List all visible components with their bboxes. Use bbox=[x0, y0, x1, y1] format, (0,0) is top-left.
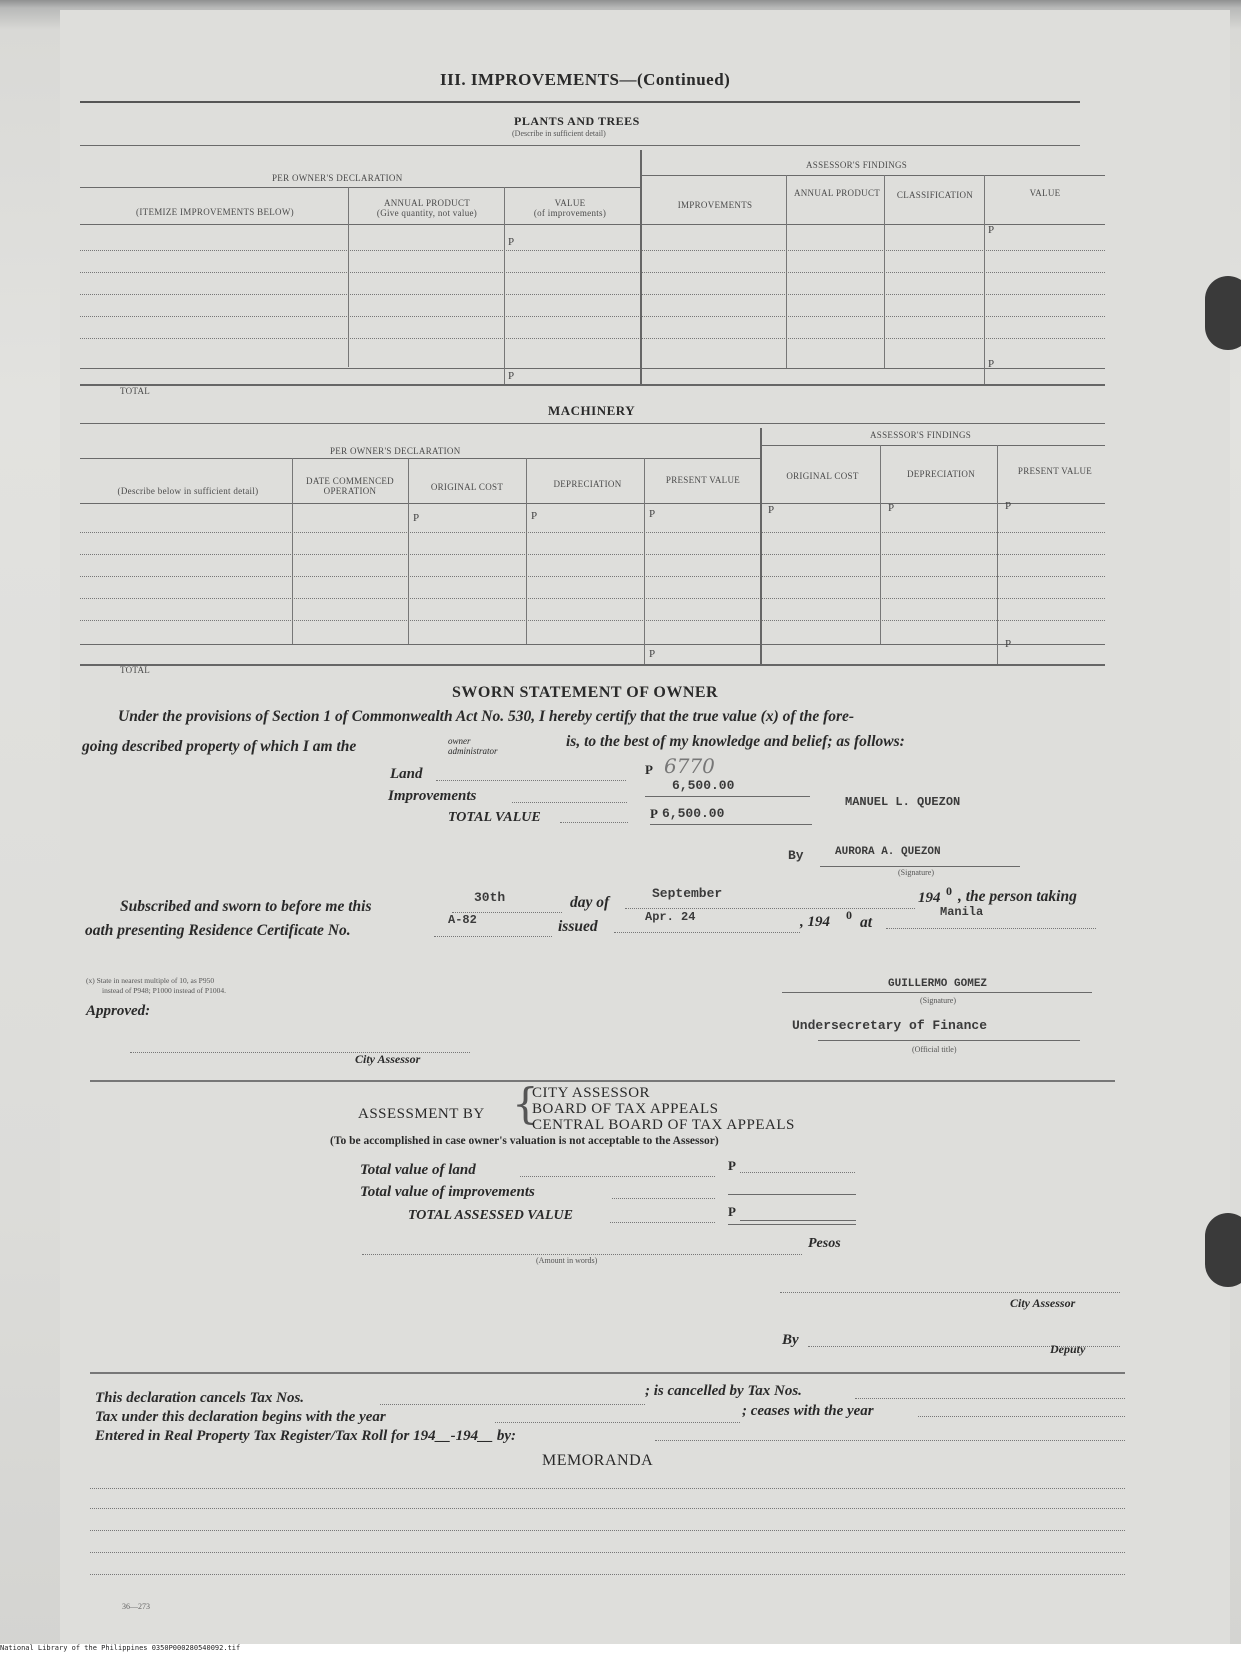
tax-ceases-label: ; ceases with the year bbox=[742, 1403, 874, 1419]
issued-date: Apr. 24 bbox=[645, 910, 696, 924]
mach-peso-5: P bbox=[888, 502, 895, 514]
memoranda-title: MEMORANDA bbox=[542, 1452, 654, 1469]
month-value: September bbox=[652, 886, 723, 901]
approved-city-assessor: City Assessor bbox=[355, 1052, 421, 1066]
assessment-by-label: ASSESSMENT BY bbox=[358, 1106, 485, 1122]
mach-peso-total-2: P bbox=[1005, 638, 1012, 650]
officer-name: GUILLERMO GOMEZ bbox=[888, 978, 988, 990]
assessed-land-label: Total value of land bbox=[360, 1162, 476, 1178]
option-city-assessor: CITY ASSESSOR bbox=[532, 1085, 651, 1101]
footnote-2: instead of P948; P1000 instead of P1004. bbox=[102, 986, 226, 995]
plants-owner-heading: PER OWNER'S DECLARATION bbox=[272, 173, 403, 183]
plants-col-value-note: (of improvements) bbox=[533, 208, 607, 218]
plants-assessor-heading: ASSESSOR'S FINDINGS bbox=[806, 160, 908, 170]
assessment-options bbox=[532, 1085, 795, 1133]
at-year-prefix: , 194 bbox=[800, 914, 830, 930]
machinery-col-describe: (Describe below in sufficient detail) bbox=[117, 486, 259, 496]
by-label: By bbox=[788, 848, 804, 863]
total-value-label: TOTAL VALUE bbox=[448, 810, 541, 825]
day-of-label: day of bbox=[570, 894, 610, 911]
officer-title: Undersecretary of Finance bbox=[792, 1018, 988, 1033]
machinery-total-label: TOTAL bbox=[120, 665, 151, 675]
mach-peso-4: P bbox=[768, 504, 775, 516]
machinery-assessor-heading: ASSESSOR'S FINDINGS bbox=[870, 430, 972, 440]
machinery-col-depreciation: DEPRECIATION bbox=[553, 479, 622, 489]
sworn-title: SWORN STATEMENT OF OWNER bbox=[452, 684, 719, 701]
plants-col-improvements: IMPROVEMENTS bbox=[677, 200, 753, 210]
machinery-col-depreciation-2: DEPRECIATION bbox=[906, 469, 976, 479]
plants-peso-total-2: P bbox=[988, 358, 995, 370]
officer-signature-caption: (Signature) bbox=[920, 996, 956, 1005]
plants-col-value: VALUE bbox=[554, 198, 586, 208]
machinery-col-original-cost: ORIGINAL COST bbox=[430, 482, 504, 492]
plants-subtitle: (Describe in sufficient detail) bbox=[512, 129, 606, 138]
tax-begins-label: Tax under this declaration begins with the year bbox=[95, 1409, 386, 1425]
at-year-digit: 0 bbox=[846, 908, 852, 922]
plants-total-label: TOTAL bbox=[120, 386, 151, 396]
form-code: 36—273 bbox=[122, 1602, 150, 1611]
assessed-improvements-label: Total value of improvements bbox=[360, 1184, 535, 1200]
year-digit: 0 bbox=[946, 884, 952, 898]
owner-word: owner bbox=[448, 736, 471, 746]
assessment-city-assessor: City Assessor bbox=[1010, 1296, 1076, 1310]
machinery-owner-heading: PER OWNER'S DECLARATION bbox=[330, 446, 461, 456]
plants-peso-1: P bbox=[508, 236, 515, 248]
issued-label: issued bbox=[558, 918, 598, 935]
place-value: Manila bbox=[940, 905, 984, 919]
sworn-line-1: Under the provisions of Section 1 of Commonwealth Act No. 530, I hereby certify that the true value (x) of the fore- bbox=[118, 708, 855, 725]
scan-footer-text: National Library of the Philippines 0350P000280540092.tif bbox=[0, 1644, 241, 1652]
pesos-label: Pesos bbox=[808, 1236, 841, 1251]
approved-label: Approved: bbox=[86, 1003, 151, 1019]
land-label: Land bbox=[390, 766, 423, 782]
land-peso: P bbox=[645, 762, 653, 777]
assessment-by: By bbox=[782, 1332, 799, 1348]
assessment-brace: { bbox=[512, 1079, 539, 1128]
oath-text: oath presenting Residence Certificate No. bbox=[85, 922, 351, 939]
section-title: III. IMPROVEMENTS—(Continued) bbox=[440, 70, 731, 89]
machinery-col-date: DATE COMMENCED OPERATION bbox=[306, 476, 394, 496]
improvements-value: 6,500.00 bbox=[672, 778, 735, 793]
official-title-caption: (Official title) bbox=[912, 1045, 957, 1054]
mach-peso-6: P bbox=[1005, 500, 1012, 512]
total-assessed-label: TOTAL ASSESSED VALUE bbox=[408, 1208, 573, 1223]
land-value-handwritten: 6770 bbox=[664, 754, 715, 778]
signature-caption: (Signature) bbox=[898, 868, 934, 877]
machinery-col-present-value: PRESENT VALUE bbox=[665, 475, 741, 485]
total-value: 6,500.00 bbox=[662, 806, 725, 821]
owner-name: MANUEL L. QUEZON bbox=[845, 795, 961, 809]
owner-admin-choice bbox=[448, 736, 498, 756]
plants-col-itemize: (ITEMIZE IMPROVEMENTS BELOW) bbox=[136, 207, 294, 217]
amount-in-words-caption: (Amount in words) bbox=[536, 1256, 598, 1265]
option-central-board: CENTRAL BOARD OF TAX APPEALS bbox=[532, 1117, 795, 1133]
total-value-peso: P bbox=[650, 806, 658, 821]
cancels-label: This declaration cancels Tax Nos. bbox=[95, 1390, 305, 1406]
machinery-title: MACHINERY bbox=[548, 403, 636, 418]
machinery-col-present-value-2: PRESENT VALUE bbox=[1017, 466, 1093, 476]
at-label: at bbox=[860, 914, 873, 931]
assessed-land-peso: P bbox=[728, 1158, 736, 1173]
mach-peso-2: P bbox=[531, 510, 538, 522]
plants-col-annual-product: ANNUAL PRODUCT bbox=[383, 198, 471, 208]
entered-register-label: Entered in Real Property Tax Register/Tax Roll for 194__-194__ by: bbox=[95, 1428, 516, 1444]
machinery-col-original-cost-2: ORIGINAL COST bbox=[786, 471, 859, 481]
by-name: AURORA A. QUEZON bbox=[835, 846, 941, 858]
assessment-note: (To be accomplished in case owner's valuation is not acceptable to the Assessor) bbox=[330, 1135, 719, 1147]
plants-col-annual-product-2: ANNUAL PRODUCT bbox=[793, 188, 881, 198]
total-assessed-peso: P bbox=[728, 1204, 736, 1219]
assessment-deputy: Deputy bbox=[1050, 1342, 1086, 1356]
mach-peso-1: P bbox=[413, 512, 420, 524]
cancelled-by-label: ; is cancelled by Tax Nos. bbox=[645, 1383, 802, 1399]
sworn-line-2a: going described property of which I am the bbox=[82, 738, 357, 755]
day-value: 30th bbox=[474, 890, 506, 905]
person-taking-text: , the person taking bbox=[958, 888, 1077, 905]
sworn-line-2b: is, to the best of my knowledge and belief; as follows: bbox=[566, 733, 905, 750]
year-prefix: 194 bbox=[918, 890, 941, 906]
certificate-number: A-82 bbox=[448, 913, 477, 927]
plants-peso-total-1: P bbox=[508, 370, 515, 382]
administrator-word: administrator bbox=[448, 746, 498, 756]
plants-col-value-2: VALUE bbox=[1029, 188, 1061, 198]
subscribed-text: Subscribed and sworn to before me this bbox=[120, 898, 372, 915]
plants-col-annual-note: (Give quantity, not value) bbox=[376, 208, 478, 218]
mach-peso-total-1: P bbox=[649, 648, 656, 660]
option-board-of-tax-appeals: BOARD OF TAX APPEALS bbox=[532, 1101, 719, 1117]
scan-footer bbox=[0, 1644, 1241, 1658]
plants-col-classification: CLASSIFICATION bbox=[896, 190, 974, 200]
plants-title: PLANTS AND TREES bbox=[514, 114, 640, 128]
mach-peso-3: P bbox=[649, 508, 656, 520]
plants-peso-2: P bbox=[988, 224, 995, 236]
footnote-1: (x) State in nearest multiple of 10, as P950 bbox=[86, 976, 215, 985]
punch-hole-bottom bbox=[1205, 1213, 1241, 1287]
punch-hole-top bbox=[1205, 276, 1241, 350]
improvements-label: Improvements bbox=[388, 788, 477, 804]
